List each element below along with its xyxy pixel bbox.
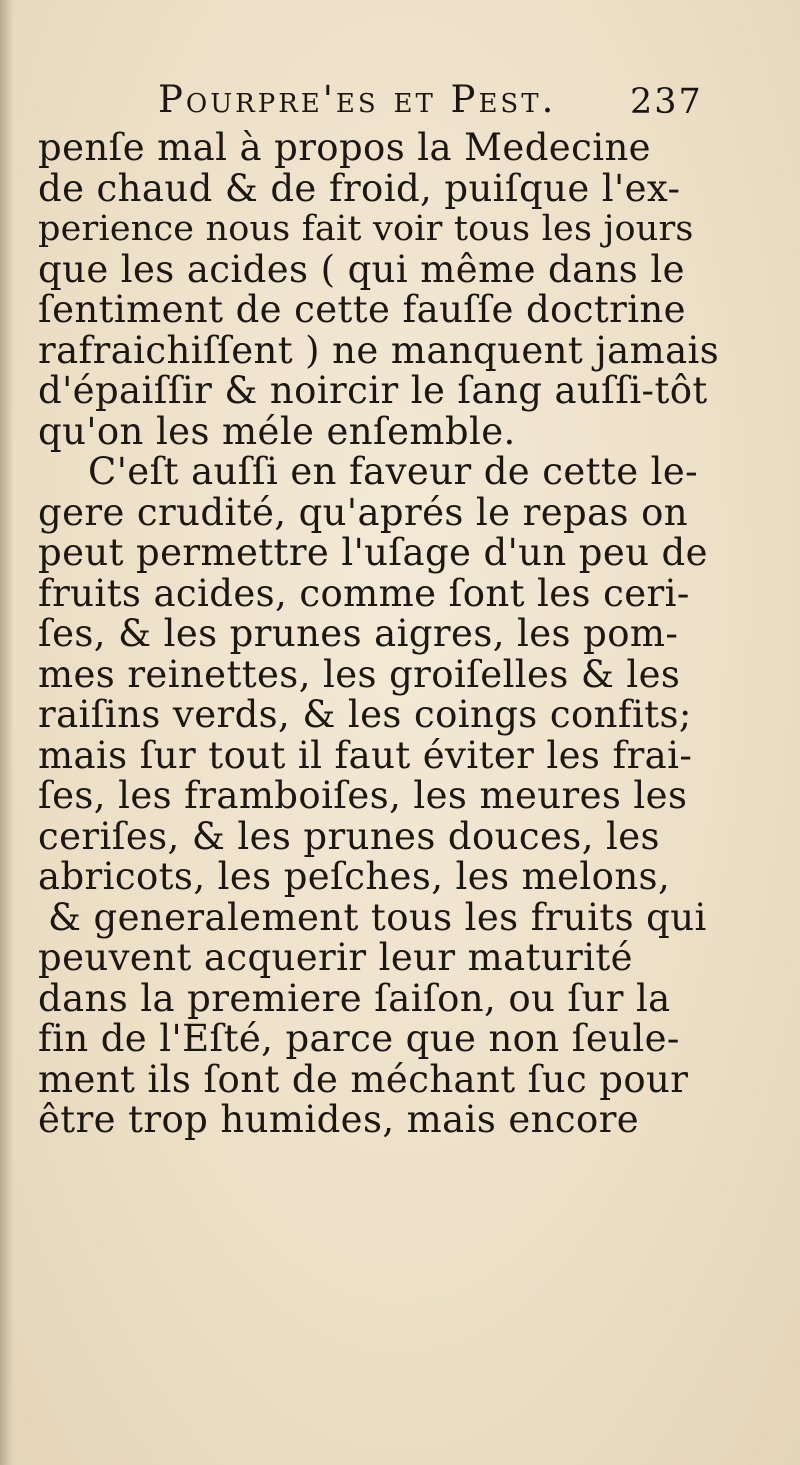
text-line: que les acides ( qui même dans le bbox=[38, 247, 685, 291]
text-line: & generalement tous les fruits qui bbox=[48, 895, 707, 939]
text-line: raiſins verds, & les coings confits; bbox=[38, 693, 692, 736]
text-line: mes reinettes, les groiſelles & les bbox=[38, 652, 681, 696]
text-line: d'épaiſſir & noircir le ſang auſſi-tôt bbox=[38, 369, 708, 412]
running-head: Pourpre'es et Pest. bbox=[158, 78, 557, 121]
text-line: ſes, les framboiſes, les meures les bbox=[38, 774, 688, 817]
text-line: de chaud & de froid, puiſque l'ex- bbox=[38, 166, 681, 210]
text-line: abricots, les peſches, les melons, bbox=[38, 855, 671, 898]
body-text bbox=[38, 128, 754, 1141]
text-line: être trop humides, mais encore bbox=[38, 1098, 640, 1141]
text-line: rafraichiſſent ) ne manquent jamais bbox=[38, 328, 720, 372]
paragraph-first-line: C'eſt auſſi en faveur de cette le- bbox=[88, 450, 699, 493]
text-line: penſe mal à propos la Medecine bbox=[38, 126, 651, 169]
text-line: ment ils ſont de méchant ſuc pour bbox=[38, 1057, 689, 1101]
text-line: ſes, & les prunes aigres, les pom- bbox=[38, 612, 679, 655]
text-line: dans la premiere ſaiſon, ou ſur la bbox=[38, 976, 671, 1020]
text-line: gere crudité, qu'aprés le repas on bbox=[38, 490, 689, 534]
text-line: qu'on les méle enſemble. bbox=[38, 409, 516, 453]
page-header bbox=[158, 76, 798, 132]
text-line: perience nous fait voir tous les jours bbox=[38, 209, 694, 249]
text-line: fruits acides, comme ſont les ceri- bbox=[38, 571, 690, 615]
text-line: ſentiment de cette fauſſe doctrine bbox=[38, 288, 686, 331]
page-number: 237 bbox=[630, 82, 703, 122]
text-line: peut permettre l'uſage d'un peu de bbox=[38, 531, 708, 574]
text-line: mais ſur tout il faut éviter les frai- bbox=[38, 733, 693, 777]
text-line: fin de l'Eſté, parce que non ſeule- bbox=[38, 1017, 680, 1060]
page-gutter-shadow bbox=[0, 0, 14, 1465]
text-line: ceriſes, & les prunes douces, les bbox=[38, 814, 660, 858]
text-line: peuvent acquerir leur maturité bbox=[38, 936, 633, 979]
